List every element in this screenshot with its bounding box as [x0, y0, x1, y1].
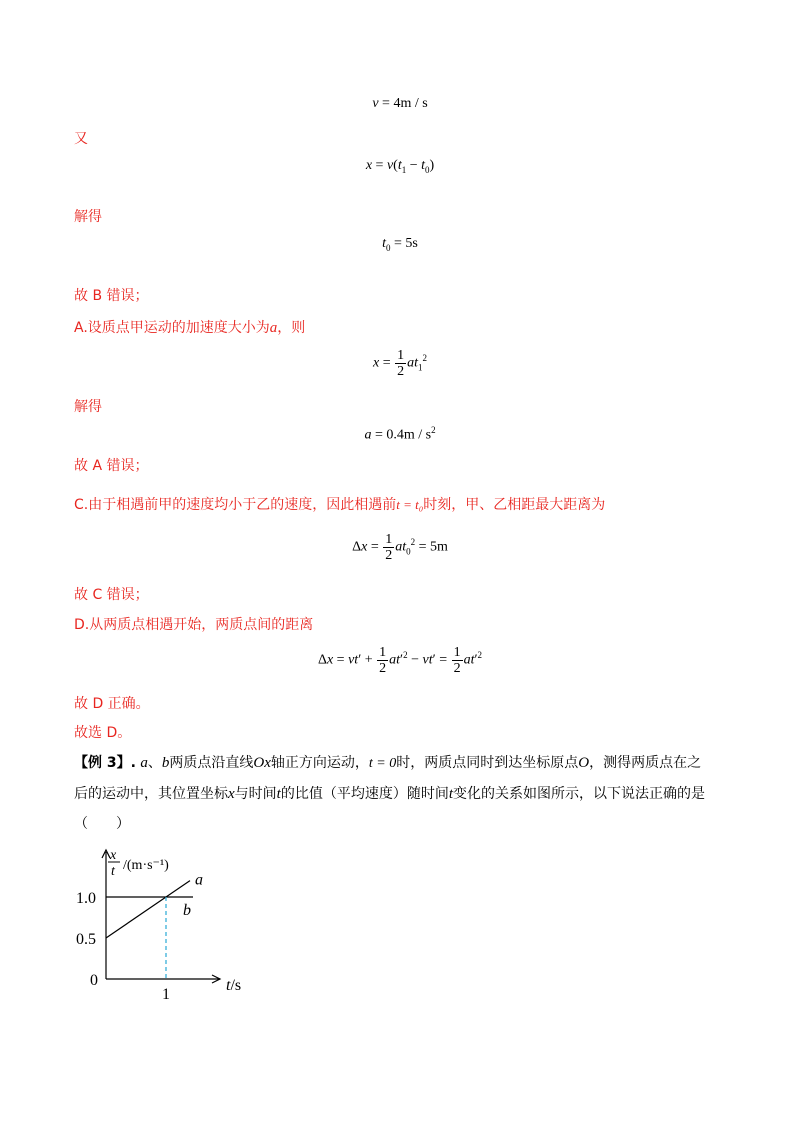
problem-paren: （ ） [74, 816, 130, 832]
xlabel: t/s [226, 977, 242, 994]
text-d-intro: D.从两质点相遇开始，两质点间的距离 [74, 617, 314, 633]
equation-t0: $t_0 = 5s$ [382, 236, 418, 253]
ytick-label: 0.5 [76, 931, 96, 948]
text-you: 又 [74, 131, 88, 147]
problem-line-2: 后的运动中，其位置坐标x与时间t的比值（平均速度）随时间t变化的关系如图所示，以下说法正确的是 [74, 786, 706, 802]
origin-label: 0 [90, 972, 98, 989]
xtick-label: 1 [162, 986, 170, 1003]
text-a-wrong: 故 A 错误； [74, 458, 149, 474]
text-d-right: 故 D 正确。 [74, 696, 150, 712]
ylabel-denominator: t [111, 864, 115, 879]
ytick-label: 1.0 [76, 890, 96, 907]
equation-v: v = 4m / s [372, 96, 428, 111]
equation-a: $a = 0.4m / s^2$ [364, 425, 436, 443]
series-label-b: b [183, 902, 191, 919]
equation-x-v: $x = v(t_1 - t_0)$ [365, 158, 435, 175]
ylabel-numerator: x [110, 848, 117, 863]
equation-x-half-at: x = $\frac{1}{2}$ $at_1^2$ [372, 348, 427, 379]
equation-delta-x-c: Δx = $\frac{1}{2}$ $at_0^2 = 5m$ [352, 532, 448, 563]
text-a-intro: A.设质点甲运动的加速度大小为a，则 [74, 320, 306, 336]
text-choose: 故选 D。 [74, 725, 132, 741]
ylabel-unit: /(m·s⁻¹) [123, 858, 169, 873]
series-label-a: a [195, 871, 203, 889]
series-line-a [106, 881, 190, 938]
text-jiede-2: 解得 [74, 399, 102, 415]
problem-line-1: 【例 3】. a、b两质点沿直线Ox轴正方向运动，t = 0时，两质点同时到达坐标原点O，测得两质点在之 [74, 755, 702, 771]
chart [60, 842, 280, 1012]
text-c-wrong: 故 C 错误； [74, 587, 149, 603]
text-jiede-1: 解得 [74, 209, 102, 225]
equation-delta-x-d: Δx = vt′ + $\frac{1}{2}$ $at'^2 - vt'$ = $\frac{1}{2}$ $at'^2$ [317, 645, 483, 676]
text-c-intro: C.由于相遇前甲的速度均小于乙的速度，因此相遇前t = t₀时刻，甲、乙相距最大距离为 [74, 497, 606, 513]
text-b-wrong: 故 B 错误； [74, 288, 149, 304]
